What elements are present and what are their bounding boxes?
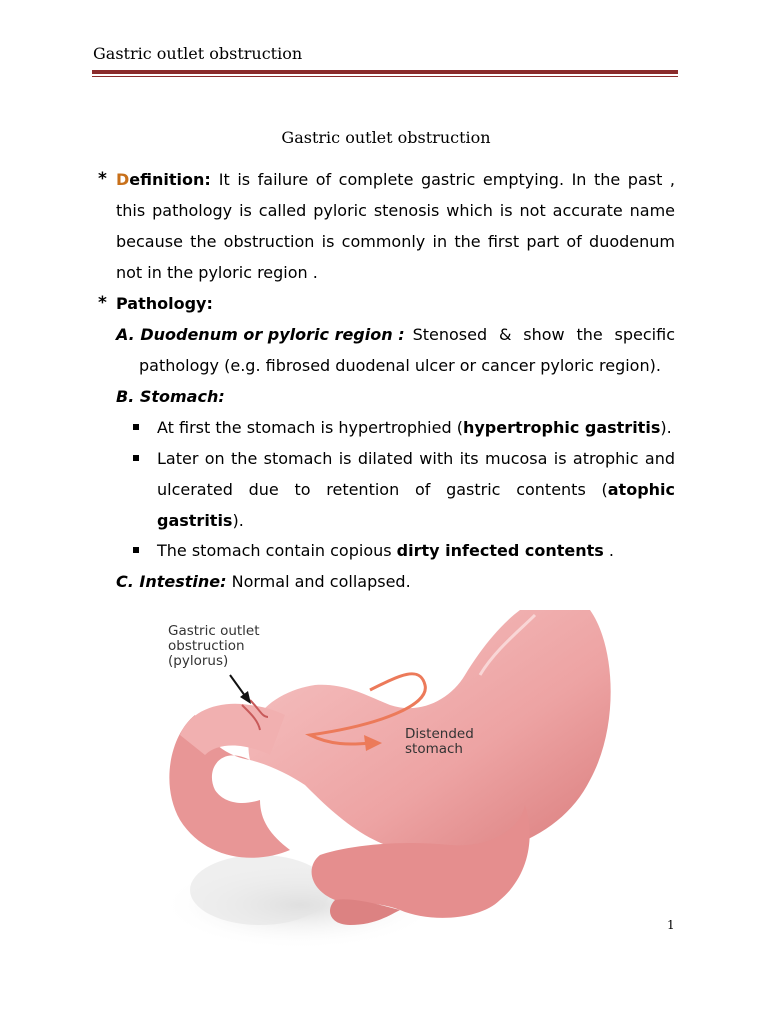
label-outlet-2: obstruction xyxy=(168,638,245,654)
definition-line-4: not in the pyloric region . xyxy=(116,263,318,282)
running-header: Gastric outlet obstruction xyxy=(93,44,303,63)
pathology-bullet: * xyxy=(98,293,107,313)
pathology-a-line-1 xyxy=(116,325,675,345)
header-rule-thick xyxy=(92,70,678,74)
list-bullet-3 xyxy=(133,547,139,553)
definition-line-3: because the obstruction is commonly in the first part of duodenum xyxy=(116,232,675,251)
definition-text-1: It is failure of complete gastric emptying. In the past , xyxy=(218,170,675,189)
page-number: 1 xyxy=(667,918,675,932)
pathology-b-item-2-line-2: ulcerated due to retention of gastric contents ( atophic xyxy=(157,480,675,499)
pathology-c-line: C. Intestine: Normal and collapsed. xyxy=(116,572,411,591)
duodenum-upper xyxy=(180,704,285,755)
pathology-b-label: B. Stomach: xyxy=(116,387,225,406)
definition-label: Definition: xyxy=(116,170,211,189)
label-outlet-3: (pylorus) xyxy=(168,653,229,669)
label-stomach-1: Distended xyxy=(405,726,474,742)
pathology-heading: Pathology: xyxy=(116,294,213,313)
pathology-a-line-2: pathology (e.g. fibrosed duodenal ulcer or cancer pyloric region). xyxy=(139,356,661,375)
definition-bullet: * xyxy=(98,169,107,189)
pathology-b-item-2-line-3: gastritis). xyxy=(157,511,244,530)
list-bullet-1 xyxy=(133,424,139,430)
pathology-a-text-1: Stenosed & show the specific xyxy=(412,325,675,344)
definition-line-2: this pathology is called pyloric stenosis which is not accurate name xyxy=(116,201,675,220)
stomach-illustration xyxy=(150,605,650,985)
label-stomach-2: stomach xyxy=(405,741,463,757)
pylorus-pointer-head xyxy=(240,691,251,704)
cast-shadow-2 xyxy=(190,855,330,925)
pathology-a-label: A. Duodenum or pyloric region : xyxy=(116,325,405,344)
list-bullet-2 xyxy=(133,455,139,461)
pathology-b-item-3: The stomach contain copious dirty infected contents . xyxy=(157,541,614,560)
definition-line-1 xyxy=(116,170,675,190)
label-outlet-1: Gastric outlet xyxy=(168,623,260,639)
pathology-b-item-2-line-1: Later on the stomach is dilated with its mucosa is atrophic and xyxy=(157,449,675,468)
header-rule-thin xyxy=(92,76,678,77)
document-title: Gastric outlet obstruction xyxy=(281,128,491,147)
pathology-b-item-1: At first the stomach is hypertrophied (hypertrophic gastritis). xyxy=(157,418,672,437)
